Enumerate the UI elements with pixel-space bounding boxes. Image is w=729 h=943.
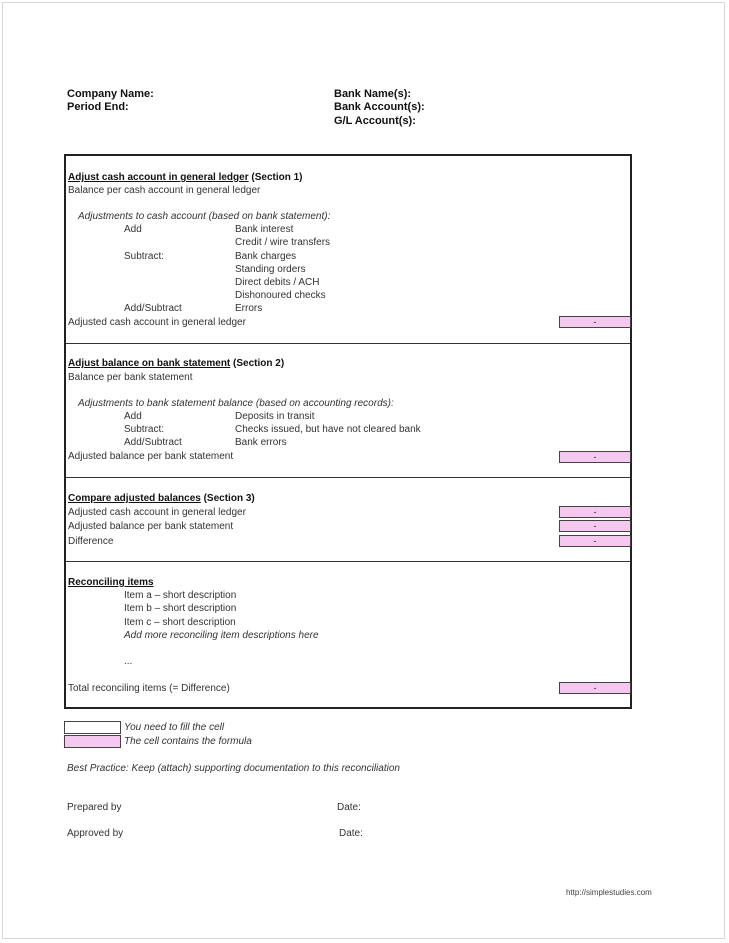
section2-title: Adjust balance on bank statement bbox=[68, 358, 231, 369]
section3-value-cell[interactable]: - bbox=[559, 520, 631, 532]
bank-names-label: Bank Name(s): bbox=[334, 88, 412, 100]
section2-row-kind: Subtract: bbox=[124, 424, 165, 435]
approved-date-label: Date: bbox=[339, 828, 363, 839]
reconciling-total-label: Total reconciling items (= Difference) bbox=[68, 683, 230, 694]
section1-adjustments-heading: Adjustments to cash account (based on bank statement): bbox=[78, 211, 331, 222]
reconciling-item: Item c – short description bbox=[124, 617, 236, 628]
best-practice-note: Best Practice: Keep (attach) supporting documentation to this reconciliation bbox=[67, 763, 400, 774]
section1-row-item: Credit / wire transfers bbox=[235, 237, 331, 248]
legend-fill-label: You need to fill the cell bbox=[124, 722, 225, 733]
section1-row-kind: Add bbox=[124, 224, 142, 235]
reconciling-item: Item b – short description bbox=[124, 603, 237, 614]
section3-heading bbox=[68, 492, 255, 505]
reconciliation-form bbox=[64, 154, 632, 709]
reconciling-ellipsis: ... bbox=[124, 656, 133, 667]
gl-accounts-label: G/L Account(s): bbox=[334, 115, 416, 127]
reconciling-total-cell[interactable]: - bbox=[559, 682, 631, 694]
section1-balance-label: Balance per cash account in general ledger bbox=[68, 185, 261, 196]
bank-accounts-label: Bank Account(s): bbox=[334, 101, 425, 113]
section2-row-kind: Add bbox=[124, 411, 142, 422]
reconciling-item: Item a – short description bbox=[124, 590, 237, 601]
section-divider bbox=[66, 561, 630, 562]
section2-heading bbox=[68, 357, 284, 370]
section1-row-item: Errors bbox=[235, 303, 263, 314]
section1-suffix: (Section 1) bbox=[248, 172, 303, 183]
section3-title: Compare adjusted balances bbox=[68, 493, 201, 504]
approved-by-label: Approved by bbox=[67, 828, 124, 839]
section2-row-item: Deposits in transit bbox=[235, 411, 315, 422]
section1-row-kind: Subtract: bbox=[124, 251, 165, 262]
section2-balance-label: Balance per bank statement bbox=[68, 372, 193, 383]
legend-formula-label: The cell contains the formula bbox=[124, 736, 252, 747]
section1-row-item: Bank interest bbox=[235, 224, 294, 235]
section-divider bbox=[66, 477, 630, 478]
legend-formula-swatch bbox=[64, 735, 121, 748]
section2-row-kind: Add/Subtract bbox=[124, 437, 182, 448]
section1-total-label: Adjusted cash account in general ledger bbox=[68, 317, 246, 328]
section1-total-cell[interactable]: - bbox=[559, 316, 631, 328]
section3-value-cell[interactable]: - bbox=[559, 535, 631, 547]
section3-row-label: Adjusted cash account in general ledger bbox=[68, 507, 246, 518]
reconciling-heading bbox=[68, 576, 154, 589]
section2-suffix: (Section 2) bbox=[230, 358, 285, 369]
section1-title: Adjust cash account in general ledger bbox=[68, 172, 249, 183]
prepared-by-label: Prepared by bbox=[67, 802, 122, 813]
footer-url: http://simplestudies.com bbox=[566, 888, 652, 897]
legend-fill-swatch bbox=[64, 721, 121, 734]
section1-heading bbox=[68, 171, 303, 184]
section3-suffix: (Section 3) bbox=[200, 493, 255, 504]
company-name-label: Company Name: bbox=[67, 88, 154, 100]
section3-value-cell[interactable]: - bbox=[559, 506, 631, 518]
section1-row-kind: Add/Subtract bbox=[124, 303, 182, 314]
section3-row-label: Difference bbox=[68, 536, 114, 547]
section-divider bbox=[66, 343, 630, 344]
section1-row-item: Standing orders bbox=[235, 264, 306, 275]
prepared-date-label: Date: bbox=[337, 802, 361, 813]
period-end-label: Period End: bbox=[67, 101, 129, 113]
section2-adjustments-heading: Adjustments to bank statement balance (based on accounting records): bbox=[78, 398, 394, 409]
section2-total-label: Adjusted balance per bank statement bbox=[68, 451, 234, 462]
section3-row-label: Adjusted balance per bank statement bbox=[68, 521, 234, 532]
section2-total-cell[interactable]: - bbox=[559, 451, 631, 463]
section1-row-item: Dishonoured checks bbox=[235, 290, 326, 301]
reconciling-title: Reconciling items bbox=[68, 577, 154, 588]
section2-row-item: Bank errors bbox=[235, 437, 287, 448]
reconciling-add-more: Add more reconciling item descriptions here bbox=[124, 630, 319, 641]
section2-row-item: Checks issued, but have not cleared bank bbox=[235, 424, 421, 435]
section1-row-item: Direct debits / ACH bbox=[235, 277, 320, 288]
section1-row-item: Bank charges bbox=[235, 251, 297, 262]
